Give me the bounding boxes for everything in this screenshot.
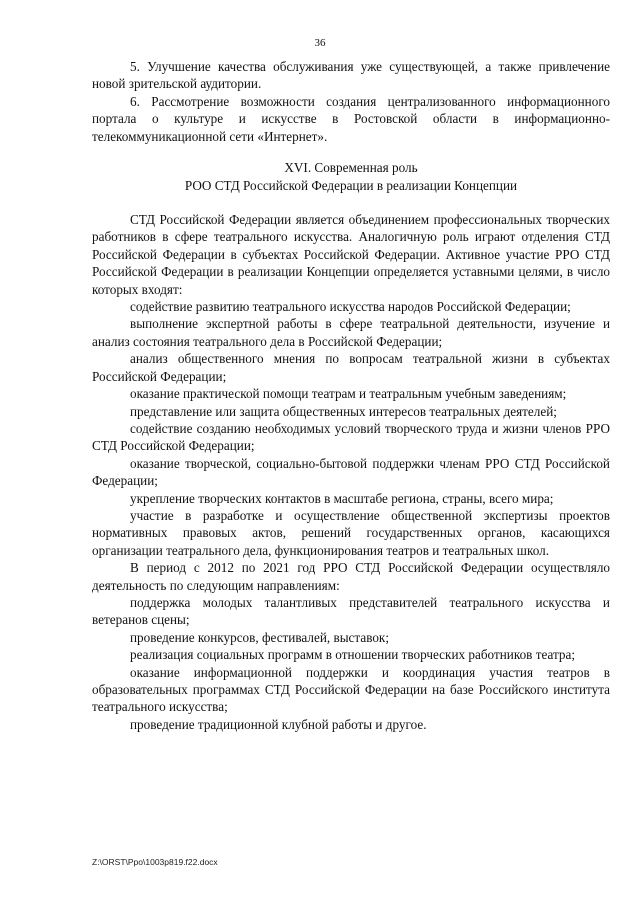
list-item: укрепление творческих контактов в масштабе региона, страны, всего мира;	[130, 490, 554, 506]
list-item: содействие развитию театрального искусства народов Российской Федерации;	[130, 299, 571, 315]
list-item: оказание практической помощи театрам и театральным учебным заведениям;	[130, 386, 567, 402]
list-item: участие в разработке и осуществление общественной экспертизы проектов нормативных правовых актов, решений государственных органов, касающихся организации театрального дела, функционирования театров и театральных школ.	[92, 507, 610, 558]
paragraph: В период с 2012 по 2021 год РРО СТД Российской Федерации осуществляло деятельность по следующим направлениям:	[92, 560, 610, 593]
paragraph: СТД Российской Федерации является объединением профессиональных творческих работников в сфере театрального искусства. Аналогичную роль играют отделения СТД Российской Федерации в субъектах Российской Федерации. Активное участие РРО СТД Российской Федерации в реализации Концепции определяется уставными целями, в число которых входят:	[92, 212, 610, 297]
list-item: поддержка молодых талантливых представителей театрального искусства и ветеранов сцены;	[92, 594, 610, 628]
list-item: анализ общественного мнения по вопросам театральной жизни в субъектах Российской Федерации;	[92, 351, 610, 384]
list-item: реализация социальных программ в отношении творческих работников театра;	[130, 647, 576, 663]
list-item: проведение традиционной клубной работы и другое.	[130, 716, 427, 732]
list-item: оказание творческой, социально-бытовой поддержки членам РРО СТД Российской Федерации;	[92, 455, 610, 489]
file-path-footer: Z:\ORST\Ppo\1003p819.f22.docx	[92, 857, 218, 867]
page-number: 36	[314, 37, 326, 49]
list-item: содействие созданию необходимых условий творческого труда и жизни членов РРО СТД Российской Федерации;	[92, 420, 610, 454]
list-item: выполнение экспертной работы в сфере театральной деятельности, изучение и анализ состояния театрального дела в Российской Федерации;	[92, 316, 610, 349]
section-title-line-2: РОО СТД Российской Федерации в реализации Концепции	[184, 178, 518, 194]
list-item: проведение конкурсов, фестивалей, выставок;	[130, 629, 389, 645]
document-body	[92, 58, 610, 733]
list-item: оказание информационной поддержки и координация участия театров в образовательных программах СТД Российской Федерации на базе Российского института театрального искусства;	[92, 664, 610, 715]
section-heading	[92, 159, 610, 195]
section-title-line-1: XVI. Современная роль	[284, 160, 418, 176]
paragraph-intro-6: 6. Рассмотрение возможности создания централизованного информационного портала о культуре и искусстве в Ростовской области в информационно-телекоммуникационной сети «Интернет».	[92, 93, 610, 144]
paragraph-intro-5: 5. Улучшение качества обслуживания уже существующей, а также привлечение новой зрительской аудитории.	[92, 59, 610, 92]
list-item: представление или защита общественных интересов театральных деятелей;	[130, 403, 557, 419]
